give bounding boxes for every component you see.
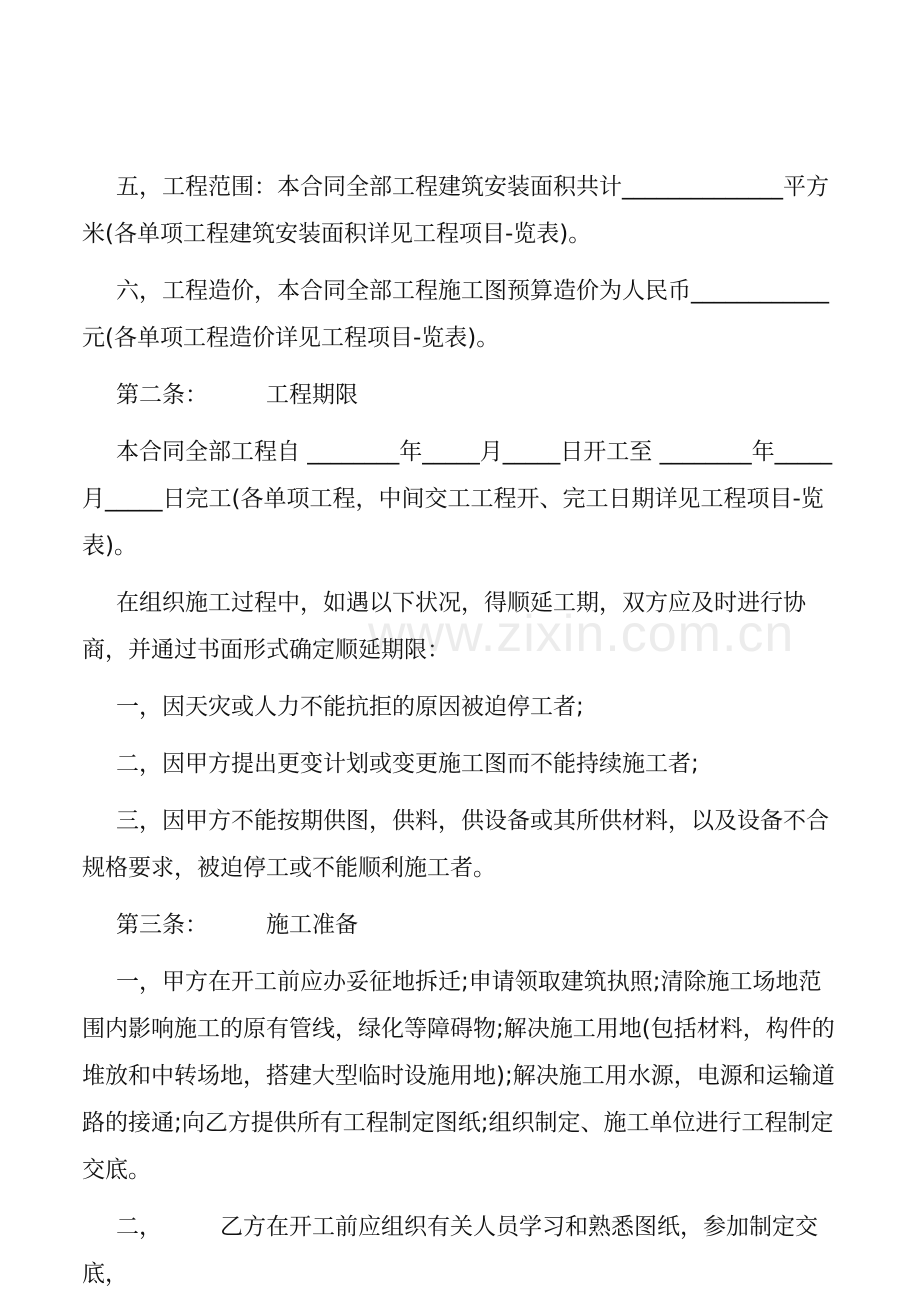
article-3-title: 施工准备	[266, 912, 358, 938]
article-3-label: 第三条：	[116, 912, 208, 938]
watermark: www.zixin.com.cn	[368, 605, 795, 663]
document-body	[82, 164, 838, 1308]
article-2-label: 第二条：	[116, 382, 208, 408]
article-3-heading	[82, 902, 838, 949]
paragraph-prep-party-b	[82, 1204, 838, 1298]
paragraph-extension-3: 三，因甲方不能按期供图，供料，供设备或其所供材料，以及设备不合规格要求，被迫停工或不能顺利施工者。	[82, 808, 829, 881]
article-2-heading	[82, 372, 838, 419]
paragraph-scope: 五，工程范围：本合同全部工程建筑安装面积共计______________平方米(各单项工程建筑安装面积详见工程项目-览表)。	[82, 174, 829, 247]
paragraph-extension-intro: 在组织施工过程中，如遇以下状况，得顺延工期，双方应及时进行协商，并通过书面形式确定顺延期限：	[82, 590, 806, 663]
paragraph-schedule: 本合同全部工程自 ________年_____月_____日开工至 ________年_____月_____日完工(各单项工程，中间交工工程开、完工日期详见工程项目-览表)。	[82, 439, 833, 559]
paragraph-extension-2: 二，因甲方提出更变计划或变更施工图而不能持续施工者;	[116, 751, 699, 777]
paragraph-prep-party-a: 一，甲方在开工前应办妥征地拆迁;申请领取建筑执照;清除施工场地范围内影响施工的原有管线，绿化等障碍物;解决施工用地(包括材料，构件的堆放和中转场地，搭建大型临时设施用地);解决施工用水源，电源和运输道路的接通;向乙方提供所有工程制定图纸;组织制定、施工单位进行工程制定交底。	[82, 969, 835, 1183]
prep-b-text: 乙方在开工前应组织有关人员学习和熟悉图纸，参加制定交底，	[82, 1214, 818, 1287]
paragraph-extension-1: 一，因天灾或人力不能抗拒的原因被迫停工者;	[116, 694, 584, 720]
paragraph-cost: 六，工程造价，本合同全部工程施工图预算造价为人民币____________元(各单项工程造价详见工程项目-览表)。	[82, 278, 829, 351]
prep-b-label: 二，	[116, 1214, 162, 1240]
article-2-title: 工程期限	[266, 382, 358, 408]
